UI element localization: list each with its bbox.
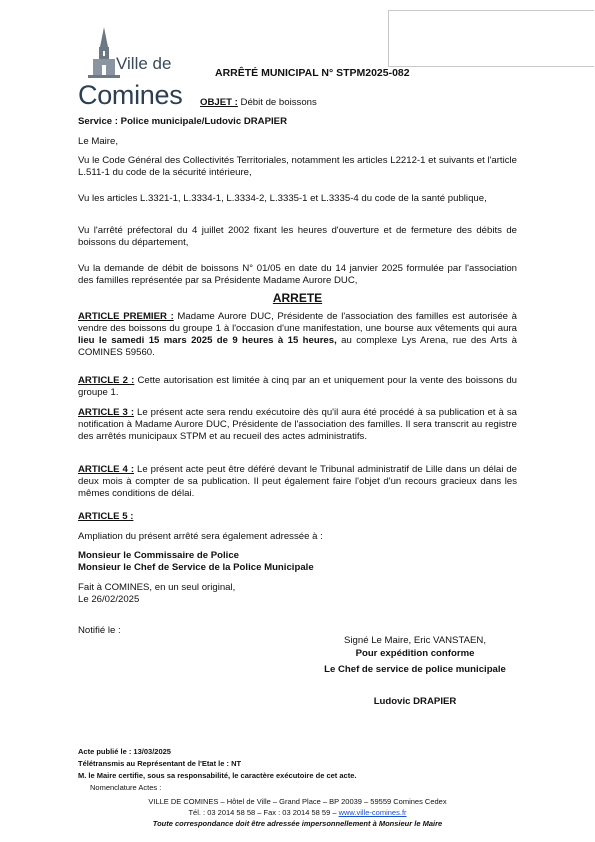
considerant-3: Vu l'arrêté préfectoral du 4 juillet 2002 fixant les heures d'ouverture et de fermeture des débits de boissons du département,	[78, 225, 517, 248]
article-1-bold: lieu le samedi 15 mars 2025 de 9 heures à 15 heures,	[78, 335, 337, 346]
signature-signe: Signé Le Maire, Eric VANSTAEN,	[344, 635, 486, 646]
objet-line	[200, 97, 317, 109]
article-2	[78, 375, 517, 399]
footer-notice: Toute correspondance doit être adressée impersonnellement à Monsieur le Maire	[152, 819, 443, 828]
article-2-label: ARTICLE 2 :	[78, 375, 135, 386]
destinataire-1: Monsieur le Commissaire de Police	[78, 550, 240, 561]
footer-publie: Acte publié le : 13/03/2025	[78, 747, 171, 756]
signature-expedition: Pour expédition conforme	[355, 648, 475, 659]
signature-nom: Ludovic DRAPIER	[373, 696, 457, 707]
article-3	[78, 407, 517, 443]
destinataire-2: Monsieur le Chef de Service de la Police Municipale	[78, 562, 314, 573]
service-line: Service : Police municipale/Ludovic DRAPIER	[78, 116, 287, 127]
document-title: ARRÊTÉ MUNICIPAL N° STPM2025-082	[215, 67, 410, 79]
considerant-2: Vu les articles L.3321-1, L.3334-1, L.3334-2, L.3335-1 et L.3335-4 du code de la santé publique,	[78, 193, 487, 204]
notifie-le: Notifié le :	[78, 625, 121, 636]
arrete-heading: ARRETE	[272, 291, 323, 305]
article-4-label: ARTICLE 4 :	[78, 464, 135, 475]
article-1-text-b: au complexe Lys Arena, rue des Arts à COMINES 59560.	[78, 335, 518, 358]
article-3-text: Le présent acte sera rendu exécutoire dès qu'il aura été procédé à sa publication et à sa notification à Madame Aurore DUC, Présidente de l'association des familles. Il sera transcrit au registre des arrêtés municipaux STPM et au recueil des actes administratifs.	[78, 407, 517, 442]
footer-contact	[60, 808, 535, 818]
le-maire: Le Maire,	[78, 136, 118, 147]
signature-chef: Le Chef de service de police municipale	[324, 664, 506, 675]
footer-website-link[interactable]: www.ville-comines.fr	[338, 808, 407, 817]
article-2-text: Cette autorisation est limitée à cinq par an et uniquement pour la vente des boissons du groupe 1.	[78, 375, 518, 398]
article-4-text: Le présent acte peut être déféré devant le Tribunal administratif de Lille dans un délai de deux mois à compter de sa publication. Il peut également faire l'objet d'un recours gracieux dans les mêmes conditions de délai.	[78, 464, 517, 499]
city-logo	[76, 25, 194, 109]
fait-a: Fait à COMINES, en un seul original,	[78, 582, 236, 593]
article-5	[78, 511, 517, 523]
considerant-1: Vu le Code Général des Collectivités Territoriales, notamment les articles L2212-1 et suivants et l'article L.511-1 du code de la sécurité intérieure,	[78, 155, 517, 178]
objet-value: Débit de boissons	[237, 97, 317, 108]
footer-certifie: M. le Maire certifie, sous sa responsabilité, le caractère exécutoire de cet acte.	[78, 771, 357, 780]
article-5-label: ARTICLE 5 :	[78, 511, 134, 522]
article-1-text-a: Madame Aurore DUC, Présidente de l'association des familles est autorisée à vendre des boissons du groupe 1 à l'occasion d'une manifestation, une bourse aux vêtements qui aura	[78, 311, 517, 334]
reception-stamp-box	[388, 10, 594, 67]
footer-nomenclature: Nomenclature Actes :	[90, 783, 162, 792]
article-1-label: ARTICLE PREMIER :	[78, 311, 174, 322]
date: Le 26/02/2025	[78, 594, 140, 605]
article-3-label: ARTICLE 3 :	[78, 407, 135, 418]
article-1	[78, 311, 517, 359]
logo-text-comines: Comines	[78, 80, 183, 110]
objet-label: OBJET :	[200, 97, 238, 108]
footer-teletransmis: Télétransmis au Représentant de l'Etat le : NT	[78, 759, 242, 768]
footer-address: VILLE DE COMINES – Hôtel de Ville – Grand Place – BP 20039 – 59559 Comines Cedex	[148, 797, 447, 806]
footer-tel: Tél. : 03 2014 58 58 – Fax : 03 2014 58 59 –	[188, 808, 339, 817]
article-4	[78, 464, 517, 500]
considerant-4: Vu la demande de débit de boissons N° 01/05 en date du 14 janvier 2025 formulée par l'association des familles représentée par sa Présidente Madame Aurore DUC,	[78, 263, 517, 286]
ampliation: Ampliation du présent arrêté sera également adressée à :	[78, 531, 323, 542]
logo-text-ville: Ville de	[116, 54, 172, 73]
